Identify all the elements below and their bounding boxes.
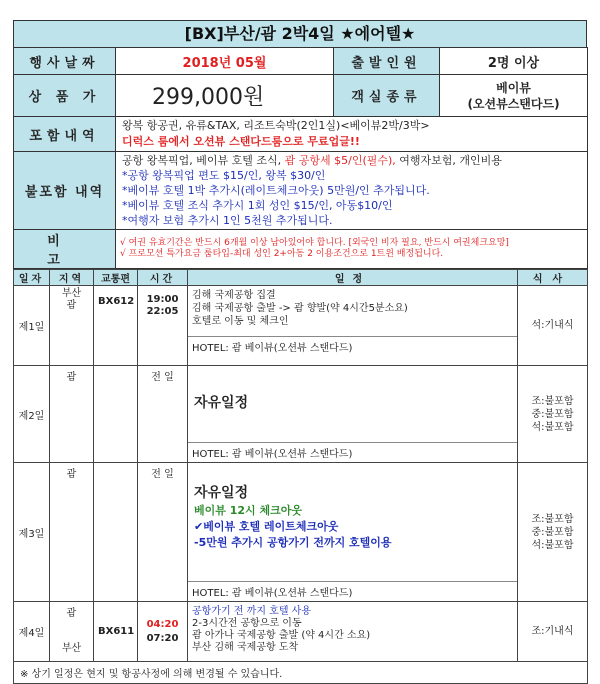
checkout-line: 베이뷰 12시 체크아웃: [194, 504, 302, 517]
excluded-line2: *공항 왕복픽업 편도 $15/인, 왕복 $30/인: [122, 169, 326, 182]
free-schedule-title: 자유일정: [194, 485, 249, 501]
included-value: [116, 117, 588, 152]
place-cell: 부산 괌: [50, 286, 94, 366]
included-label: 포함내역: [14, 117, 116, 152]
time-cell: 전 일: [138, 463, 188, 602]
schedule-line: 김해 국제공항 출발 -> 괌 향발(약 4시간5분소요): [192, 303, 408, 314]
late-checkout-line2: -5만원 추가시 공항가기 전까지 호텔이용: [194, 536, 392, 549]
room-type-value: [440, 75, 588, 117]
remarks-line1: √ 여권 유효기간은 반드시 6개월 이상 남아있어야 합니다. [외국인 비자 필요, 반드시 여권체크요망]: [120, 238, 509, 248]
excluded-line3: *베이뷰 호텔 1박 추가시(레이트체크아웃) 5만원/인 추가됩니다.: [122, 184, 430, 197]
transport-cell: [94, 463, 138, 602]
schedule-cell: [188, 602, 518, 662]
schedule-cell: [188, 463, 518, 602]
page-title: [BX]부산/괌 2박4일 ★에어텔★: [13, 20, 587, 47]
excluded-line1: 공항 왕복픽업, 베이뷰 호텔 조식, 괌 공항세 $5/인(필수), 여행자보험, 개인비용: [122, 154, 502, 167]
transport-cell: BX612: [94, 286, 138, 366]
excluded-line5: *여행자 보험 추가시 1인 5천원 추가됩니다.: [122, 214, 333, 227]
place-cell: 괌 부산: [50, 602, 94, 662]
schedule-cell: [188, 366, 518, 463]
min-people-label: 출발인원: [334, 48, 440, 75]
header-meal: 식사: [518, 270, 588, 286]
transport-cell: BX611: [94, 602, 138, 662]
header-day: 일자: [14, 270, 50, 286]
day-label: 제1일: [14, 286, 50, 366]
remarks-line2: √ 프로모션 특가요금 룸타입-최대 성인 2+아동 2 이용조건으로 1트윈 배정됩니다.: [120, 249, 444, 259]
table-row: [14, 366, 588, 463]
table-row: [14, 602, 588, 662]
schedule-line: 2-3시간전 공항으로 이동: [192, 618, 302, 629]
table-row: [14, 286, 588, 366]
price-label: 상 품 가: [14, 75, 116, 117]
free-schedule-title: 자유일정: [194, 395, 249, 411]
schedule-line: 김해 국제공항 집결: [192, 290, 276, 301]
day-label: 제2일: [14, 366, 50, 463]
excluded-value: [116, 152, 588, 230]
hotel-line: HOTEL: 괌 베이뷰(오션뷰 스탠다드): [188, 442, 517, 462]
place-cell: 괌: [50, 366, 94, 463]
itinerary-table: [13, 269, 588, 684]
hotel-line: HOTEL: 괌 베이뷰(오션뷰 스탠다드): [188, 581, 517, 601]
travel-date-label: 행사날짜: [14, 48, 116, 75]
remarks-value: [116, 230, 588, 269]
included-line1: 왕복 항공권, 유류&TAX, 리조트숙박(2인1실)<베이뷰2박/3박>: [122, 119, 430, 132]
schedule-line: 부산 김해 국제공항 도착: [192, 642, 299, 653]
travel-date-value: 2018년 05월: [116, 48, 334, 75]
day-label: 제4일: [14, 602, 50, 662]
schedule-line: 괌 아가나 국제공항 출발 (약 4시간 소요): [192, 630, 371, 641]
meal-cell: 조:기내식: [518, 602, 588, 662]
room-type-label: 객실종류: [334, 75, 440, 117]
time-cell: 19:00 22:05: [138, 286, 188, 366]
schedule-line: 호텔로 이동 및 체크인: [192, 316, 289, 327]
time-cell: 04:20 07:20: [138, 602, 188, 662]
included-line2: 디럭스 룸에서 오션뷰 스탠다드룸으로 무료업글!!: [122, 135, 360, 148]
meal-cell: 조:불포함 중:불포함 석:불포함: [518, 463, 588, 602]
transport-cell: [94, 366, 138, 463]
table-row: [14, 463, 588, 602]
schedule-cell: [188, 286, 518, 366]
header-time: 시간: [138, 270, 188, 286]
remarks-label: 비 고: [14, 230, 116, 269]
place-cell: 괌: [50, 463, 94, 602]
late-checkout-line1: ✔베이뷰 호텔 레이트체크아웃: [194, 520, 339, 533]
header-place: 지역: [50, 270, 94, 286]
excluded-label: 불포함 내역: [14, 152, 116, 230]
meal-cell: 조:불포함 중:불포함 석:불포함: [518, 366, 588, 463]
header-schedule: 일정: [188, 270, 518, 286]
room-type-line1: 베이뷰: [496, 80, 531, 95]
footnote: ※ 상기 일정은 현지 및 항공사정에 의해 변경될 수 있습니다.: [14, 662, 588, 684]
info-table: [13, 47, 588, 269]
min-people-value: 2명 이상: [440, 48, 588, 75]
price-value: 299,000원: [116, 75, 334, 117]
itinerary-document: [13, 20, 587, 684]
excluded-line4: *베이뷰 호텔 조식 추가시 1회 성인 $15/인, 아동$10/인: [122, 199, 393, 212]
header-transport: 교통편: [94, 270, 138, 286]
room-type-line2: (오션뷰스탠다드): [467, 96, 560, 111]
hotel-line: HOTEL: 괌 베이뷰(오션뷰 스탠다드): [188, 336, 517, 356]
schedule-line-blue: 공항가기 전 까지 호텔 사용: [192, 606, 311, 617]
meal-cell: 석:기내식: [518, 286, 588, 366]
time-cell: 전 일: [138, 366, 188, 463]
day-label: 제3일: [14, 463, 50, 602]
